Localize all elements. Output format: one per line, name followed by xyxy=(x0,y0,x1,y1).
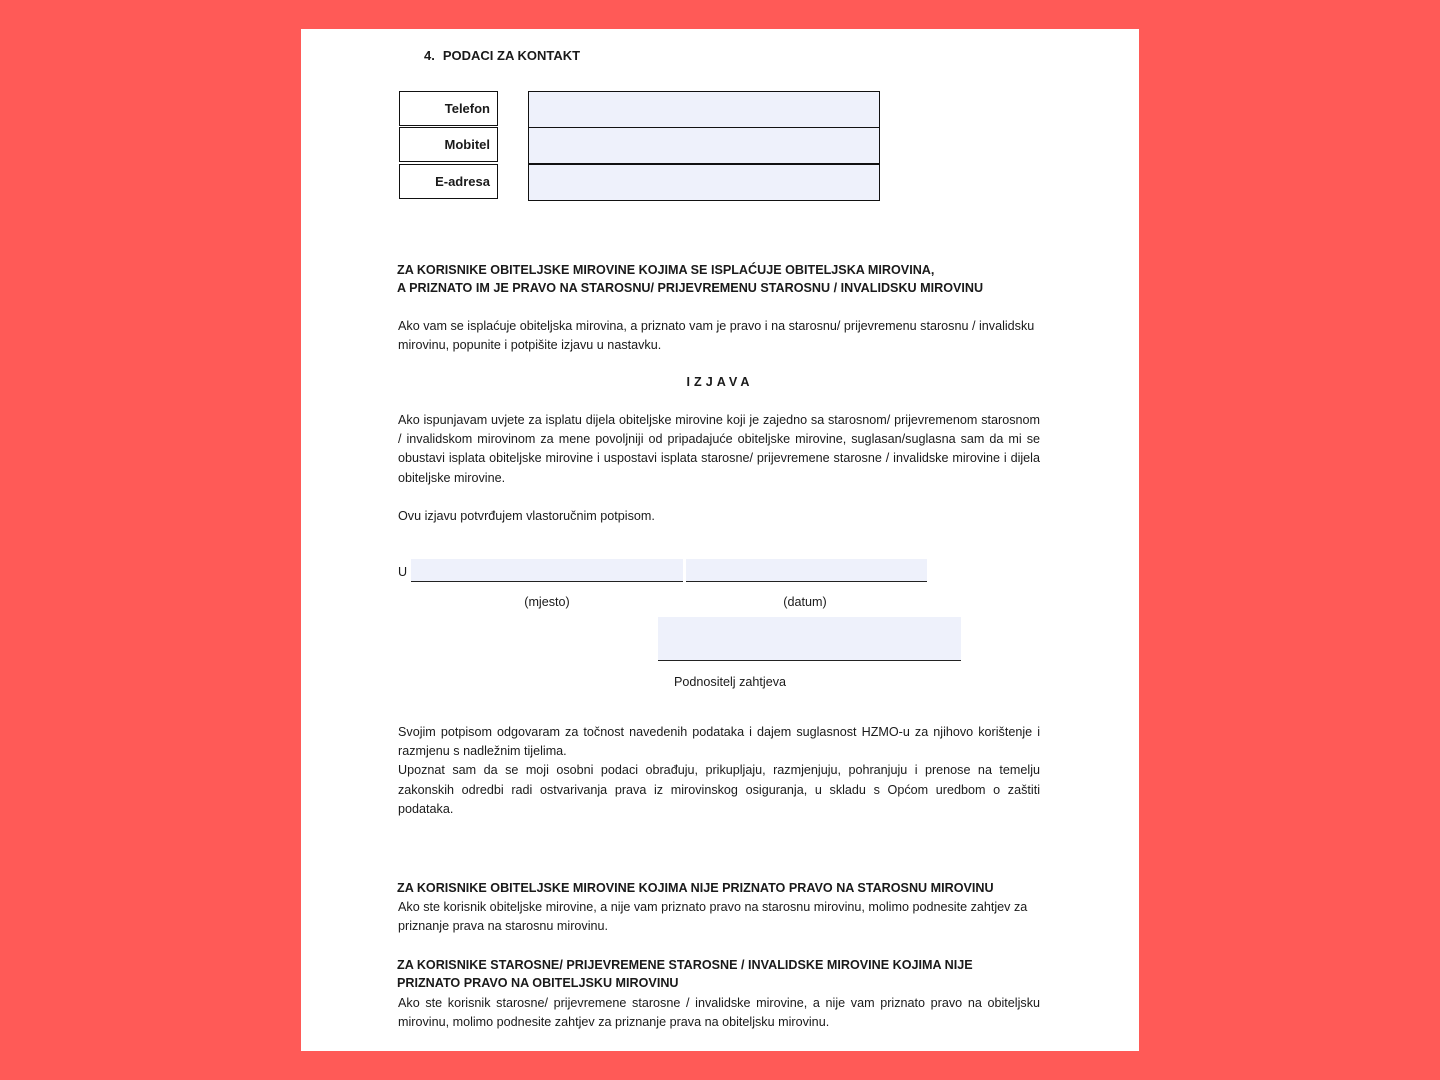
section2-heading: ZA KORISNIKE OBITELJSKE MIROVINE KOJIMA NIJE PRIZNATO PRAVO NA STAROSNU MIROVINU xyxy=(397,881,994,895)
section3-heading-line2: PRIZNATO PRAVO NA OBITELJSKU MIROVINU xyxy=(397,976,679,990)
section-heading-contact xyxy=(424,48,580,63)
consent-text-1: Svojim potpisom odgovaram za točnost navedenih podataka i dajem suglasnost HZMO-u za njihovo korištenje i razmjenu s nadležnim tijelima. xyxy=(398,725,1040,759)
eadresa-input[interactable] xyxy=(528,164,880,201)
eadresa-label: E-adresa xyxy=(399,164,498,199)
mobitel-input[interactable] xyxy=(528,127,880,164)
place-input[interactable] xyxy=(411,559,683,582)
section3-heading xyxy=(397,956,1047,992)
section-number: 4. xyxy=(424,48,435,63)
telefon-input[interactable] xyxy=(528,91,880,128)
section3-heading-line1: ZA KORISNIKE STAROSNE/ PRIJEVREMENE STAROSNE / INVALIDSKE MIROVINE KOJIMA NIJE xyxy=(397,958,973,972)
telefon-label: Telefon xyxy=(399,91,498,126)
section2-text: Ako ste korisnik obiteljske mirovine, a nije vam priznato pravo na starosnu mirovinu, molimo podnesite zahtjev za priznanje prava na starosnu mirovinu. xyxy=(398,900,1028,934)
section1-intro: Ako vam se isplaćuje obiteljska mirovina, a priznato vam je pravo i na starosnu/ prijevremenu starosnu / invalidsku mirovinu, popunite i potpišite izjavu u nastavku. xyxy=(398,319,1035,353)
signature-input[interactable] xyxy=(658,617,961,661)
place-prefix-label: U xyxy=(398,565,408,579)
date-caption: (datum) xyxy=(783,595,827,609)
document-page xyxy=(301,29,1139,1051)
mobitel-label: Mobitel xyxy=(399,127,498,162)
izjava-title: IZJAVA xyxy=(686,375,754,389)
signer-caption: Podnositelj zahtjeva xyxy=(673,675,786,689)
section1-heading-line2: A PRIZNATO IM JE PRAVO NA STAROSNU/ PRIJEVREMENU STAROSNU / INVALIDSKU MIROVINU xyxy=(397,281,984,295)
section1-heading xyxy=(397,261,1047,297)
section-title: PODACI ZA KONTAKT xyxy=(442,48,581,63)
consent-paragraph xyxy=(398,723,1040,819)
section1-heading-line1: ZA KORISNIKE OBITELJSKE MIROVINE KOJIMA SE ISPLAĆUJE OBITELJSKA MIROVINA, xyxy=(397,263,935,277)
date-input[interactable] xyxy=(686,559,927,582)
place-caption: (mjesto) xyxy=(524,595,570,609)
consent-text-2: Upoznat sam da se moji osobni podaci obrađuju, prikupljaju, razmjenjuju, pohranjuju i prenose na temelju zakonskih odredbi radi ostvarivanja prava iz mirovinskog osiguranja, u skladu s Općom uredbom o zaštiti podataka. xyxy=(398,763,1040,816)
izjava-text: Ako ispunjavam uvjete za isplatu dijela obiteljske mirovine koji je zajedno sa starosnom/ prijevremenom starosnom / invalidskom mirovinom za mene povoljniji od pripadajuće obiteljske mirovine, suglasan/suglasna sam da mi se obustavi isplata obiteljske mirovine i uspostavi isplata starosne/ prijevremene starosne / invalidske mirovine i dijela obiteljske mirovine. xyxy=(398,413,1040,485)
section3-text: Ako ste korisnik starosne/ prijevremene starosne / invalidske mirovine, a nije vam priznato pravo na obiteljsku mirovinu, molimo podnesite zahtjev za priznanje prava na obiteljsku mirovinu. xyxy=(398,996,1040,1030)
izjava-confirm: Ovu izjavu potvrđujem vlastoručnim potpisom. xyxy=(398,509,655,523)
